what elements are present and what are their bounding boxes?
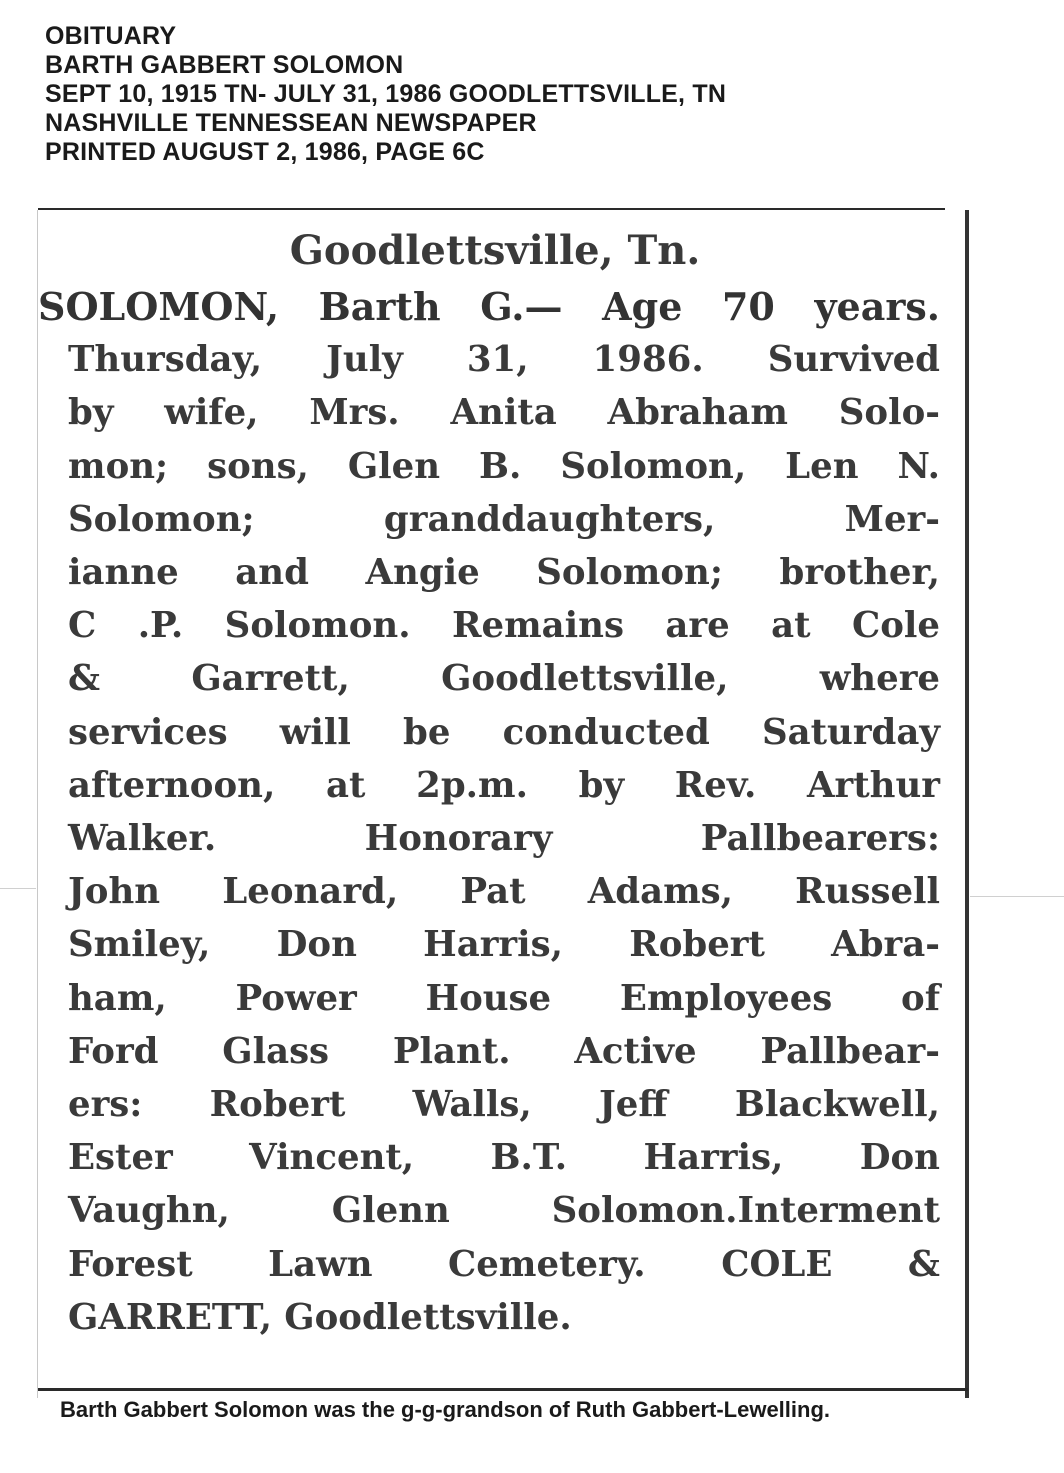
obituary-line: ianne and Angie Solomon; brother, — [68, 552, 940, 594]
clipping-top-rule — [38, 208, 945, 210]
obituary-line: Thursday, July 31, 1986. Survived — [68, 339, 940, 381]
header-name: BARTH GABBERT SOLOMON — [45, 51, 404, 79]
obituary-line: by wife, Mrs. Anita Abraham Solo- — [68, 392, 940, 434]
obituary-line: mon; sons, Glen B. Solomon, Len N. — [68, 445, 940, 487]
header-printed: PRINTED AUGUST 2, 1986, PAGE 6C — [45, 138, 485, 166]
header-newspaper: NASHVILLE TENNESSEAN NEWSPAPER — [45, 109, 537, 137]
obituary-line: Smiley, Don Harris, Robert Abra- — [68, 924, 940, 966]
obituary-line: SOLOMON, Barth G.— Age 70 years. — [38, 284, 940, 329]
document-header — [45, 22, 945, 167]
header-title: OBITUARY — [45, 22, 177, 50]
obituary-line: Walker. Honorary Pallbearers: — [68, 818, 940, 860]
obituary-line: GARRETT, Goodlettsville. — [68, 1296, 572, 1338]
scan-edge-mark — [0, 888, 36, 889]
obituary-line: services will be conducted Saturday — [68, 711, 940, 753]
obituary-line: & Garrett, Goodlettsville, where — [68, 658, 940, 700]
obituary-line: Vaughn, Glenn Solomon.Interment — [68, 1190, 940, 1232]
obituary-line: Ester Vincent, B.T. Harris, Don — [68, 1137, 940, 1179]
obituary-line: afternoon, at 2p.m. by Rev. Arthur — [68, 764, 940, 806]
clipping-dateline: Goodlettsville, Tn. — [289, 227, 701, 274]
header-dates: SEPT 10, 1915 TN- JULY 31, 1986 GOODLETTSVILLE, TN — [45, 80, 727, 108]
scan-edge-mark — [970, 896, 1064, 897]
clipping-right-rule — [965, 210, 969, 1398]
clipping-left-edge — [37, 210, 38, 1398]
obituary-line: Forest Lawn Cemetery. COLE & — [68, 1243, 940, 1285]
obituary-line: John Leonard, Pat Adams, Russell — [68, 871, 940, 913]
obituary-line: Solomon; granddaughters, Mer- — [68, 498, 940, 540]
obituary-line: ham, Power House Employees of — [68, 977, 940, 1019]
obituary-text — [38, 280, 940, 1344]
clipping-bottom-rule — [38, 1388, 968, 1391]
obituary-line: ers: Robert Walls, Jeff Blackwell, — [68, 1084, 940, 1126]
footer-note: Barth Gabbert Solomon was the g-g-grandson of Ruth Gabbert-Lewelling. — [60, 1397, 831, 1422]
obituary-line: C .P. Solomon. Remains are at Cole — [68, 605, 940, 647]
obituary-line: Ford Glass Plant. Active Pallbear- — [68, 1030, 940, 1072]
